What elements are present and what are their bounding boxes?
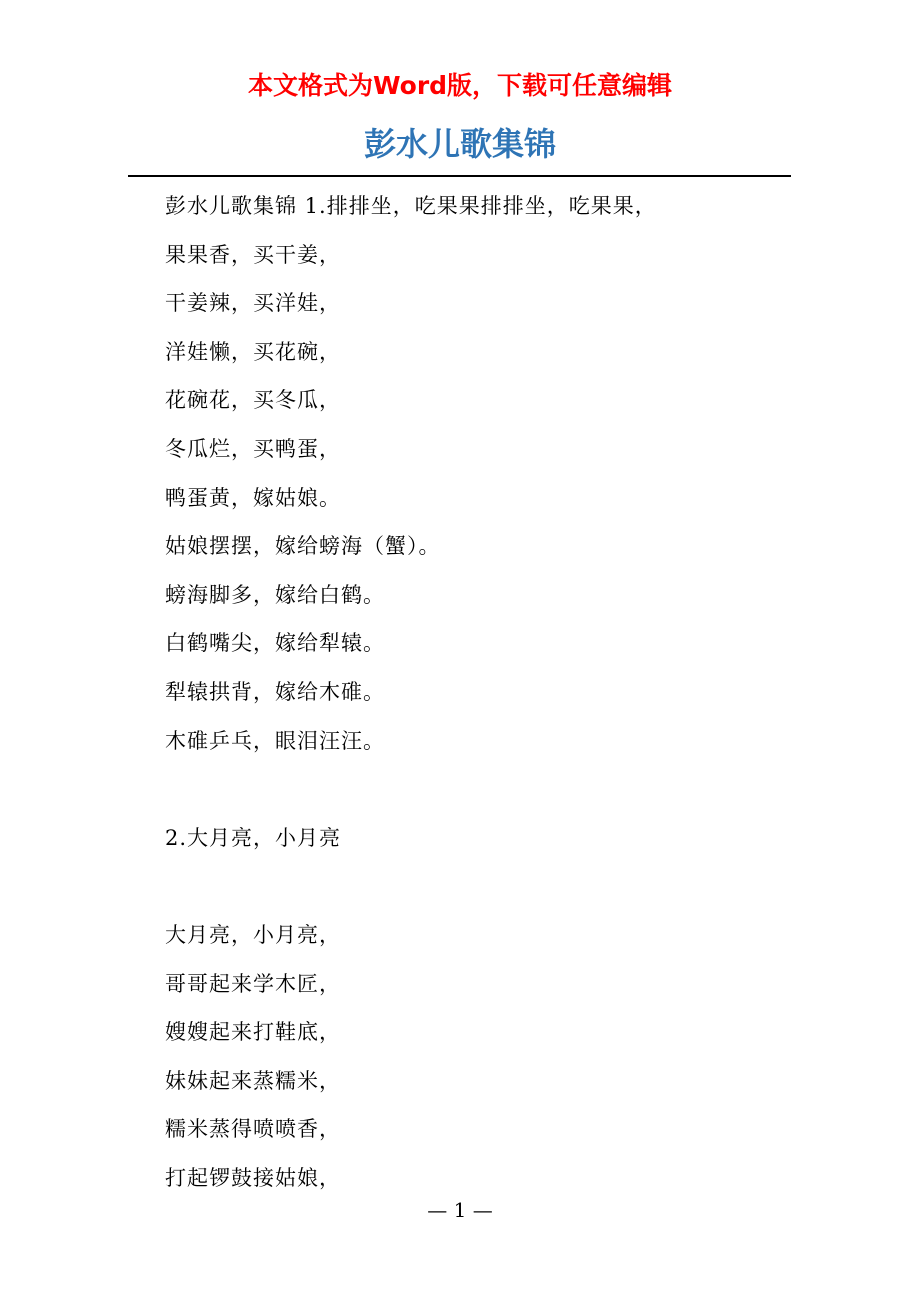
body-line: 大月亮，小月亮， [165, 922, 341, 947]
body-line: 木碓乒乓，眼泪汪汪。 [165, 728, 385, 753]
body-line: 打起锣鼓接姑娘， [165, 1165, 341, 1190]
blank-line [165, 765, 765, 814]
body-line: 犁辕拱背，嫁给木碓。 [165, 679, 385, 704]
blank-line [165, 862, 765, 911]
body-line: 彭水儿歌集锦 1.排排坐，吃果果排排坐，吃果果， [165, 194, 657, 218]
body-line: 螃海脚多，嫁给白鹤。 [165, 582, 385, 607]
body-line: 糯米蒸得喷喷香， [165, 1117, 341, 1142]
title-divider [128, 175, 791, 177]
section-heading: 2.大月亮，小月亮 [165, 825, 342, 850]
document-body [165, 182, 765, 1202]
body-line: 妹妹起来蒸糯米， [165, 1068, 341, 1093]
body-line: 鸭蛋黄，嫁姑娘。 [165, 485, 341, 510]
body-line: 嫂嫂起来打鞋底， [165, 1020, 341, 1045]
document-title: 彭水儿歌集锦 [363, 125, 556, 163]
body-line: 白鹤嘴尖，嫁给犁辕。 [165, 631, 385, 656]
body-line: 姑娘摆摆，嫁给螃海（蟹）。 [165, 534, 441, 559]
body-line: 哥哥起来学木匠， [165, 971, 341, 996]
body-line: 洋娃懒，买花碗， [165, 339, 341, 364]
format-notice-banner: 本文格式为Word版，下载可任意编辑 [247, 71, 673, 100]
body-line: 干姜辣，买洋娃， [165, 291, 341, 316]
body-line: 果果香，买干姜， [165, 242, 341, 267]
page-number: — 1 — [427, 1198, 493, 1222]
body-line: 冬瓜烂，买鸭蛋， [165, 436, 341, 461]
body-line: 花碗花，买冬瓜， [165, 388, 341, 413]
